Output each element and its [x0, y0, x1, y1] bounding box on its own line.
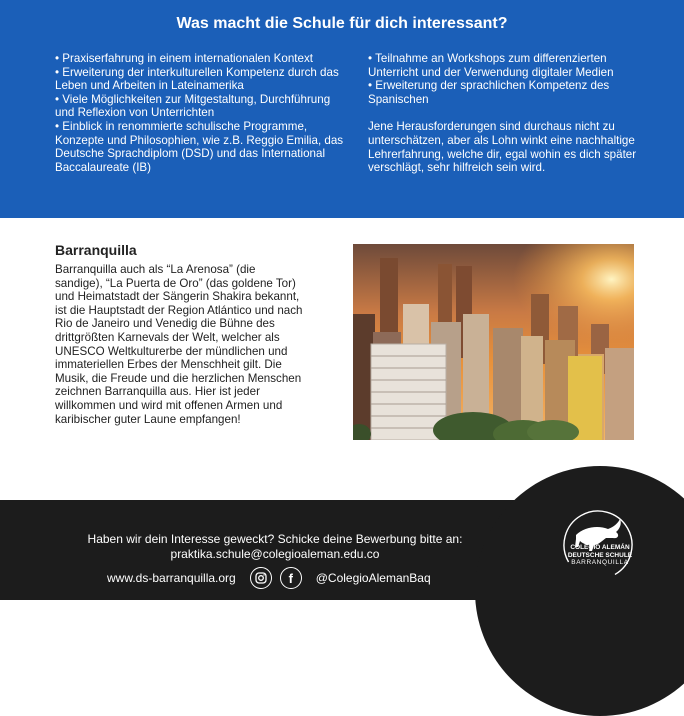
instagram-icon[interactable] — [250, 567, 272, 589]
application-call-to-action — [60, 532, 490, 562]
cta-text: Haben wir dein Interesse geweckt? Schicke deine Bewerbung bitte an: — [87, 532, 463, 546]
section-title: Was macht die Schule für dich interessant? — [176, 15, 508, 32]
benefit-item: • Erweiterung der sprachlichen Kompetenz des Spanischen — [368, 79, 610, 106]
benefit-item: • Erweiterung der interkulturellen Kompetenz durch das Leben und Arbeiten in Lateinamerika — [55, 65, 339, 93]
benefit-item: • Einblick in renommierte schulische Programme, Konzepte und Philosophien, wie z.B. Reggio Emilia, das Deutsche Sprachdiplom (DSD) und das International Baccalaureate (IB) — [55, 119, 344, 174]
benefits-note: Jene Herausforderungen sind durchaus nicht zu unterschätzen, aber als Lohn winkt eine nachhaltige Lehrerfahrung, welche dir, egal wohin es dich später verschlägt, sehr hilfreich sein wird. — [368, 120, 637, 175]
benefit-item: • Praxiserfahrung in einem internationalen Kontext — [55, 52, 313, 65]
social-handle[interactable]: @ColegioAlemanBaq — [315, 571, 431, 585]
benefits-column-left — [55, 52, 345, 174]
facebook-glyph: f — [288, 570, 293, 586]
logo-line-3: BARRANQUILLA — [571, 559, 629, 566]
city-description: Barranquilla auch als “La Arenosa” (die sandige), “La Puerta de Oro” (das goldene Tor) und Heimatstadt der Sängerin Shakira bekannt, ist die Hauptstadt der Region Atlántico und nach Rio de Janeiro und Venedig die Bühne des drittgrößten Karnevals der Welt, welcher als UNESCO Weltkulturerbe der mündlichen und immateriellen Erbes der Menschheit gilt. Die Musik, die Freude und die herzlichen Menschen zeichnen Barranquilla aus. Hier ist jeder willkommen und wird mit offenen Armen und karibischer guter Laune empfangen! — [55, 263, 303, 426]
logo-line-1: COLEGIO ALEMÁN — [570, 544, 630, 551]
benefit-item: • Viele Möglichkeiten zur Mitgestaltung, Durchführung und Reflexion von Unterrichten — [55, 92, 331, 120]
footer-contacts — [107, 566, 431, 590]
logo-line-2: DEUTSCHE SCHULE — [567, 551, 633, 559]
benefits-column-right — [368, 52, 648, 175]
logo-text — [545, 544, 655, 567]
facebook-icon[interactable] — [280, 567, 302, 589]
email-link[interactable]: praktika.schule@colegioaleman.edu.co — [170, 547, 380, 561]
city-title: Barranquilla — [55, 242, 137, 258]
city-skyline-photo — [353, 244, 634, 440]
benefits-section — [0, 0, 684, 218]
benefit-item: • Teilnahme an Workshops zum differenzierten Unterricht und der Verwendung digitaler Medien — [368, 52, 614, 79]
website-link[interactable]: www.ds-barranquilla.org — [107, 571, 236, 585]
